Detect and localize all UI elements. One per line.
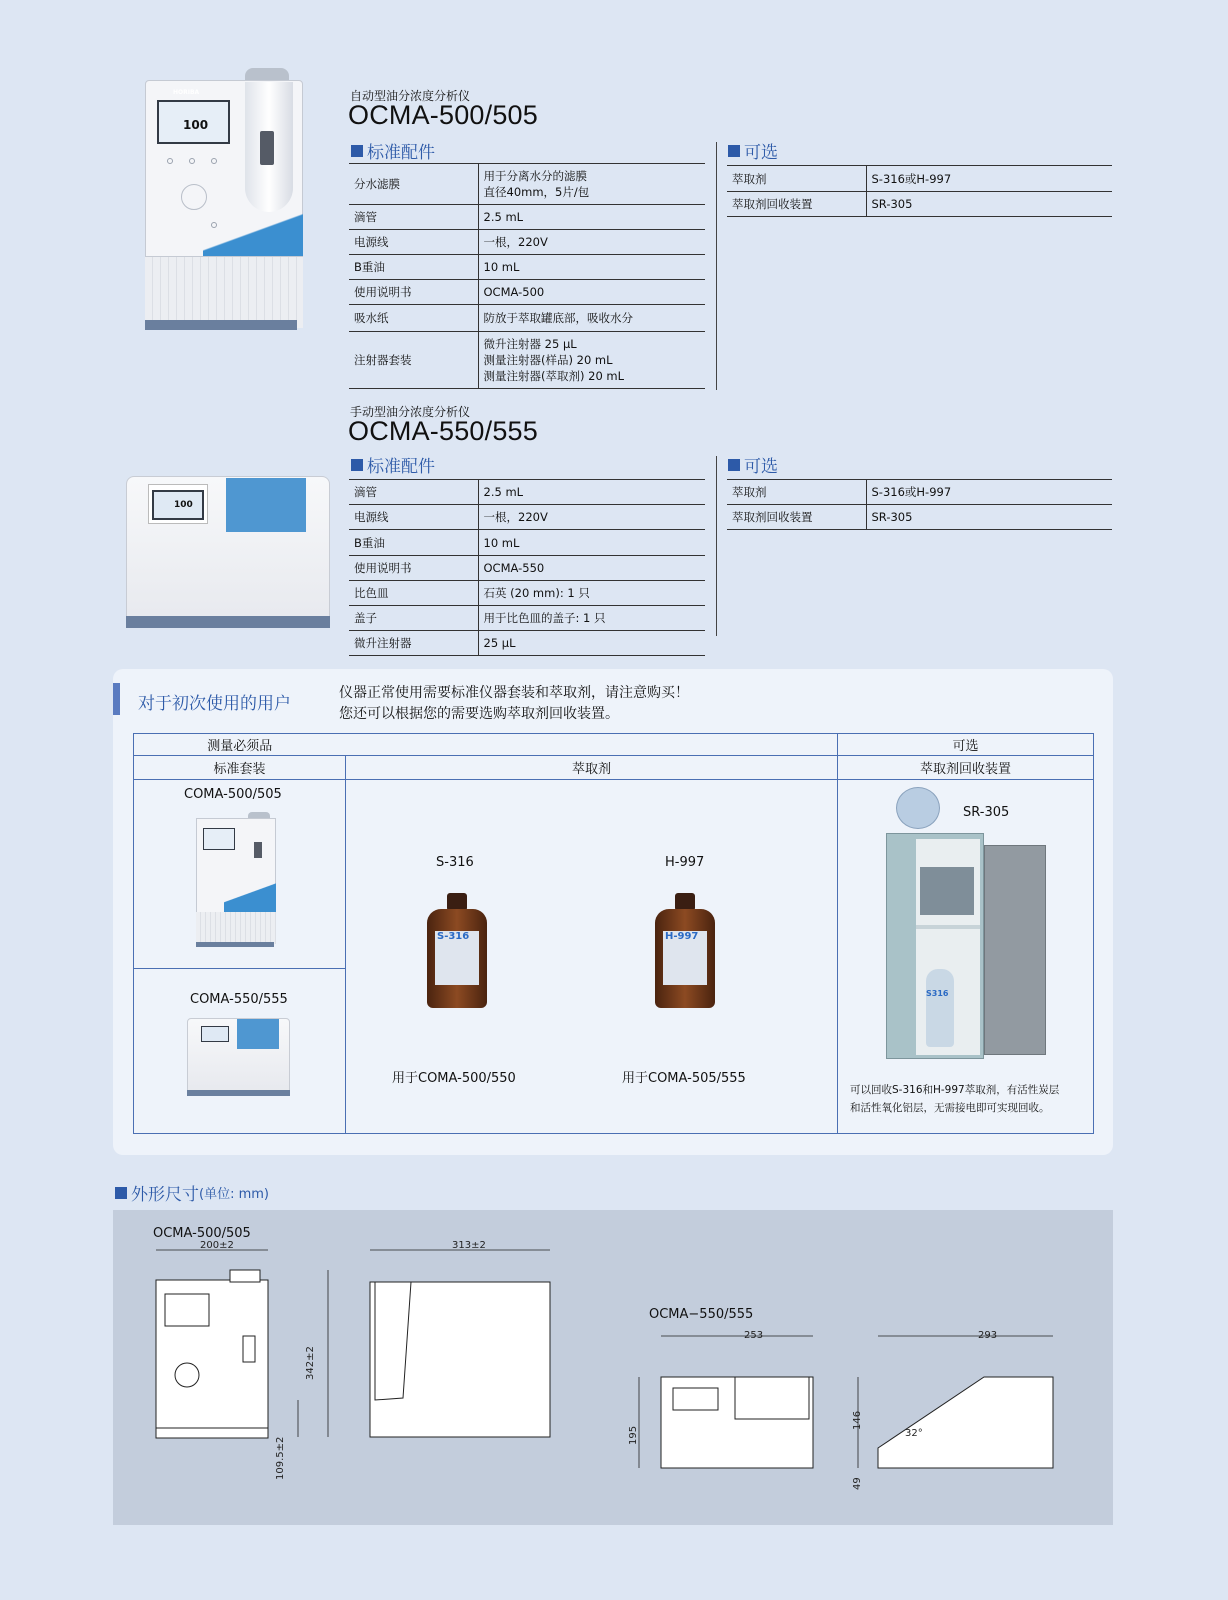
table-value xyxy=(478,332,705,389)
section2-std-table xyxy=(349,479,705,656)
section1-std-heading-text: 标准配件 xyxy=(367,143,435,163)
recovery-name: SR-305 xyxy=(963,805,1010,820)
table-key: 萃取剂回收装置 xyxy=(727,192,866,217)
sr305-recovery-unit-image xyxy=(886,787,1051,1062)
required-header-spacer xyxy=(346,734,838,756)
table-row xyxy=(349,556,705,581)
table-row xyxy=(727,505,1112,530)
section2-std-heading-text: 标准配件 xyxy=(367,457,435,477)
dimensions-heading-text: 外形尺寸 xyxy=(131,1185,199,1205)
table-value: 防放于萃取罐底部，吸收水分 xyxy=(478,305,705,332)
dim-model1: OCMA-500/505 xyxy=(153,1226,251,1241)
table-key: 盖子 xyxy=(349,606,478,631)
table-value: S-316或H-997 xyxy=(866,166,1112,192)
recovery-note2: 和活性氧化铝层，无需接电即可实现回收。 xyxy=(850,1102,1050,1114)
table-key: 滴管 xyxy=(349,205,478,230)
table-row xyxy=(134,756,1094,780)
table-row xyxy=(727,480,1112,505)
table-value: 一根，220V xyxy=(478,505,705,530)
table-row xyxy=(349,205,705,230)
table-value xyxy=(478,164,705,205)
section1-opt-heading xyxy=(728,138,778,163)
section1-std-heading xyxy=(351,138,435,163)
h997-bottle-label: H-997 xyxy=(663,931,707,985)
first-time-heading: 对于初次使用的用户 xyxy=(138,694,291,714)
dim-d2: 293 xyxy=(978,1330,998,1341)
device-keypad xyxy=(159,152,229,242)
square-bullet-icon xyxy=(351,145,363,157)
table-value: 2.5 mL xyxy=(478,480,705,505)
device-reading: 100 xyxy=(183,118,209,132)
table-value: 石英 (20 mm): 1 只 xyxy=(478,581,705,606)
table-value-line: 测量注射器(萃取剂) 20 mL xyxy=(483,369,625,383)
table-row xyxy=(349,631,705,656)
table-row xyxy=(349,164,705,205)
table-value-line: 用于分离水分的滤膜 xyxy=(483,169,587,183)
s316-bottle-label: S-316 xyxy=(435,931,479,985)
section2-opt-table xyxy=(727,479,1112,530)
table-value: SR-305 xyxy=(866,192,1112,217)
h997-bottle-image xyxy=(655,893,715,1008)
section1-divider xyxy=(716,142,717,390)
ocma-550-device-image xyxy=(126,476,331,632)
dimension-drawings xyxy=(113,1240,1113,1515)
table-row xyxy=(349,606,705,631)
table-row xyxy=(727,166,1112,192)
table-value-line: 微升注射器 25 μL xyxy=(483,337,577,351)
table-row xyxy=(727,192,1112,217)
table-key: 萃取剂 xyxy=(727,166,866,192)
section2-std-heading xyxy=(351,452,435,477)
dim-h1: 342±2 xyxy=(305,1346,316,1380)
section1-opt-heading-text: 可选 xyxy=(744,143,778,163)
table-key: 萃取剂回收装置 xyxy=(727,505,866,530)
first-time-note1: 仪器正常使用需要标准仪器套装和萃取剂，请注意购买！ xyxy=(339,685,689,701)
table-row xyxy=(349,230,705,255)
table-value-line: 测量注射器(样品) 20 mL xyxy=(483,353,613,367)
table-key: 滴管 xyxy=(349,480,478,505)
table-key: 电源线 xyxy=(349,230,478,255)
table-value: S-316或H-997 xyxy=(866,480,1112,505)
table-key: 分水滤膜 xyxy=(349,164,478,205)
bottle2-name: H-997 xyxy=(665,855,705,870)
table-key: 吸水纸 xyxy=(349,305,478,332)
recovery-header: 萃取剂回收装置 xyxy=(838,756,1094,780)
square-bullet-icon xyxy=(351,459,363,471)
dim-h2a: 146 xyxy=(852,1410,863,1430)
dim-w1: 200±2 xyxy=(200,1240,234,1251)
table-value: OCMA-500 xyxy=(478,280,705,305)
dim-model2: OCMA−550/555 xyxy=(649,1307,754,1322)
table-row xyxy=(349,255,705,280)
section2-model-title: OCMA-550/555 xyxy=(348,416,538,446)
table-key: 微升注射器 xyxy=(349,631,478,656)
table-key: 电源线 xyxy=(349,505,478,530)
table-row xyxy=(349,305,705,332)
bottle1-use: 用于COMA-500/550 xyxy=(392,1071,516,1086)
table-key: 注射器套装 xyxy=(349,332,478,389)
device-screen xyxy=(157,89,230,144)
device-reading: 100 xyxy=(174,500,193,510)
section2-divider xyxy=(716,456,717,636)
dim-h2b: 49 xyxy=(852,1477,863,1490)
section1-model-title: OCMA-500/505 xyxy=(348,100,538,130)
table-value: 一根，220V xyxy=(478,230,705,255)
section1-std-table xyxy=(349,163,705,389)
s316-bottle-image xyxy=(427,893,487,1008)
section1-opt-table xyxy=(727,165,1112,217)
table-value: 25 μL xyxy=(478,631,705,656)
table-value: 2.5 mL xyxy=(478,205,705,230)
table-row xyxy=(349,480,705,505)
standard-kit-header: 标准套装 xyxy=(134,756,346,780)
table-value: 用于比色皿的盖子: 1 只 xyxy=(478,606,705,631)
recovery-bottle-label: S316 xyxy=(926,989,949,998)
dim-d1: 313±2 xyxy=(452,1240,486,1251)
optional-header: 可选 xyxy=(838,734,1094,756)
square-bullet-icon xyxy=(115,1187,127,1199)
table-value: 10 mL xyxy=(478,255,705,280)
solvent-header: 萃取剂 xyxy=(346,756,838,780)
square-bullet-icon xyxy=(728,145,740,157)
first-time-heading-bar xyxy=(113,683,120,715)
dim-h2: 195 xyxy=(628,1425,639,1445)
section1-subtitle: 自动型油分浓度分析仪 xyxy=(350,89,471,103)
table-value: SR-305 xyxy=(866,505,1112,530)
table-key: 萃取剂 xyxy=(727,480,866,505)
table-value-line: 直径40mm，5片/包 xyxy=(483,185,590,199)
first-time-note2: 您还可以根据您的需要选购萃取剂回收装置。 xyxy=(339,706,619,722)
table-row xyxy=(349,332,705,389)
dimensions-heading xyxy=(115,1180,269,1205)
table-row xyxy=(349,280,705,305)
device-brand: HORIBA xyxy=(173,89,200,96)
bottle2-use: 用于COMA-505/555 xyxy=(622,1071,746,1086)
kit2-device-image xyxy=(187,1018,291,1100)
table-key: 使用说明书 xyxy=(349,280,478,305)
section2-opt-heading xyxy=(728,452,778,477)
device-screen xyxy=(152,490,204,520)
table-key: B重油 xyxy=(349,255,478,280)
kit1-device-image xyxy=(196,812,278,952)
dim-w2: 253 xyxy=(744,1330,764,1341)
table-row xyxy=(134,734,1094,756)
table-value: OCMA-550 xyxy=(478,556,705,581)
square-bullet-icon xyxy=(728,459,740,471)
recovery-note1: 可以回收S-316和H-997萃取剂，有活性炭层 xyxy=(850,1084,1060,1096)
required-header: 测量必须品 xyxy=(134,734,346,756)
table-row xyxy=(349,581,705,606)
kit2-label: COMA-550/555 xyxy=(190,992,288,1007)
table-value: 10 mL xyxy=(478,530,705,556)
dim-angle: 32° xyxy=(905,1428,923,1439)
kit1-label: COMA-500/505 xyxy=(184,787,282,802)
table-row xyxy=(349,530,705,556)
table-key: 比色皿 xyxy=(349,581,478,606)
table-row xyxy=(349,505,705,530)
table-key: B重油 xyxy=(349,530,478,556)
section2-subtitle: 手动型油分浓度分析仪 xyxy=(350,405,471,419)
section2-opt-heading-text: 可选 xyxy=(744,457,778,477)
table-key: 使用说明书 xyxy=(349,556,478,581)
ocma-500-device-image xyxy=(145,68,305,340)
dim-h1b: 109.5±2 xyxy=(275,1436,286,1480)
bottle1-name: S-316 xyxy=(436,855,474,870)
dimensions-unit: (单位: mm) xyxy=(199,1187,269,1202)
